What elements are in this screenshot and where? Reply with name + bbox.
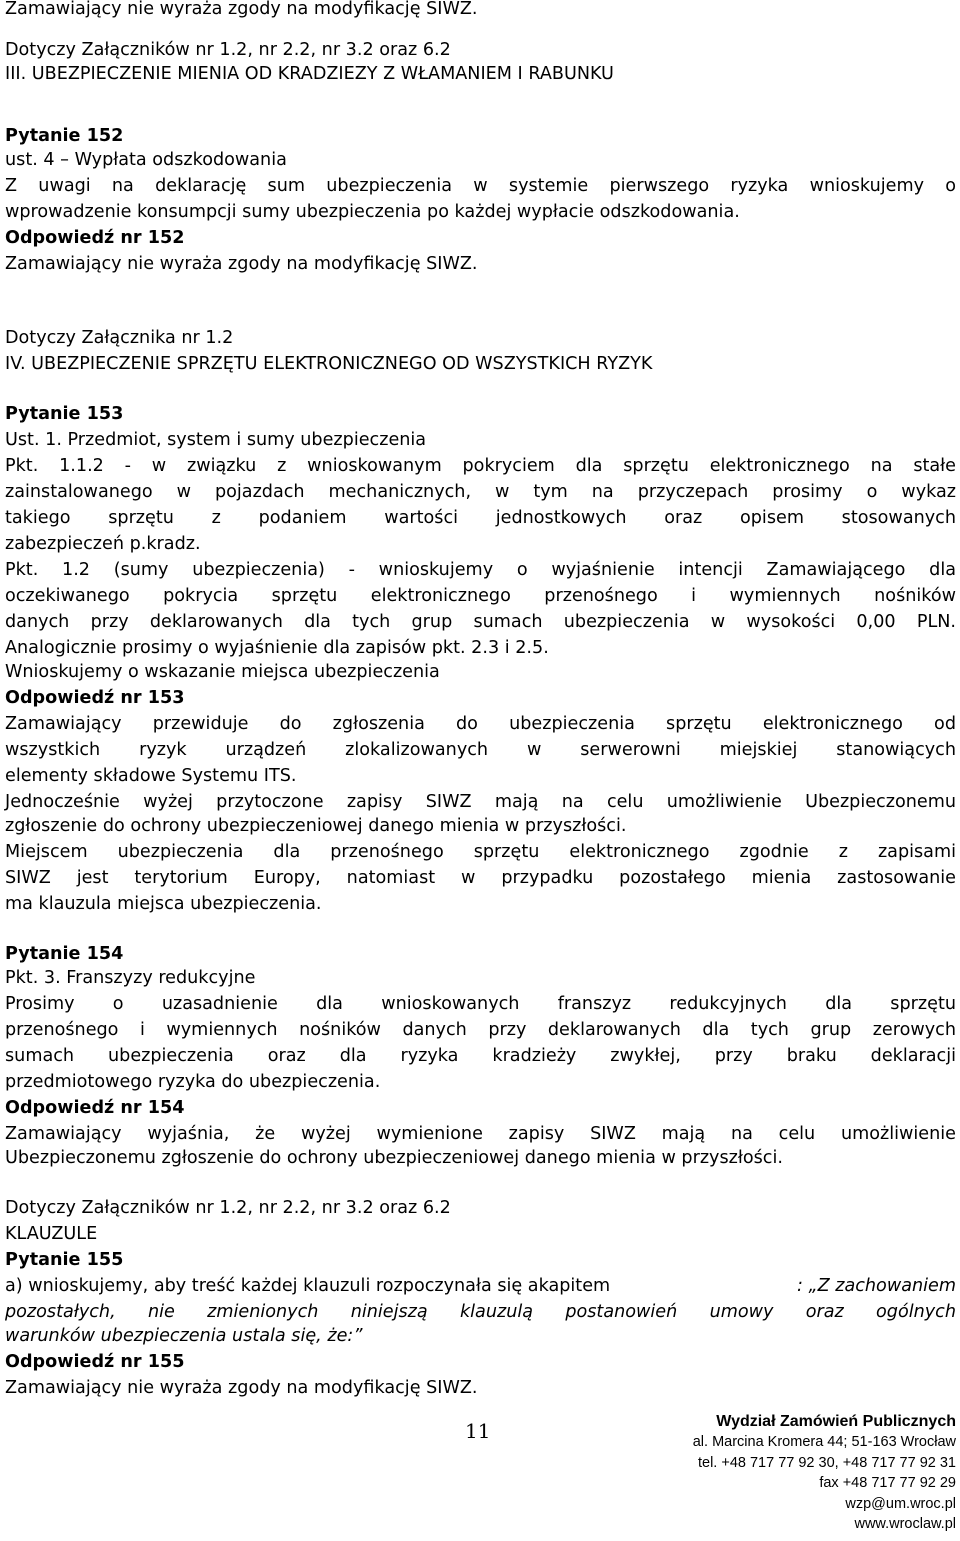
- answer-heading: Odpowiedź nr 153: [5, 688, 185, 708]
- section-heading: IV. UBEZPIECZENIE SPRZĘTU ELEKTRONICZNEGO OD WSZYSTKICH RYZYK: [5, 354, 653, 374]
- answer-text: Zamawiający nie wyraża zgody na modyfikację SIWZ.: [5, 1378, 478, 1398]
- question-quote: warunków ubezpieczenia ustala się, że:”: [5, 1326, 363, 1346]
- reference-line: Dotyczy Załączników nr 1.2, nr 2.2, nr 3.2 oraz 6.2: [5, 40, 451, 60]
- question-text: wprowadzenie konsumpcji sumy ubezpieczenia po każdej wypłacie odszkodowania.: [5, 202, 740, 222]
- question-text: takiego sprzętu z podaniem wartości jednostkowych oraz opisem stosowanych: [5, 508, 956, 528]
- question-text-line: [5, 1274, 956, 1298]
- question-text: Prosimy o uzasadnienie dla wnioskowanych franszyz redukcyjnych dla sprzętu: [5, 994, 956, 1014]
- answer-text: zgłoszenie do ochrony ubezpieczeniowej danego mienia w przyszłości.: [5, 816, 627, 836]
- question-text: danych przy deklarowanych dla tych grup sumach ubezpieczenia w wysokości 0,00 PLN.: [5, 612, 956, 632]
- question-subject: Pkt. 3. Franszyzy redukcyjne: [5, 968, 256, 988]
- answer-text: ma klauzula miejsca ubezpieczenia.: [5, 894, 322, 914]
- page-number: 11: [465, 1419, 491, 1443]
- answer-text: Ubezpieczonemu zgłoszenie do ochrony ubezpieczeniowej danego mienia w przyszłości.: [5, 1148, 783, 1168]
- office-name: Wydział Zamówień Publicznych: [716, 1413, 956, 1430]
- question-text: Wnioskujemy o wskazanie miejsca ubezpieczenia: [5, 662, 440, 682]
- question-text: przenośnego i wymiennych nośników danych przy deklarowanych dla tych grup zerowych: [5, 1020, 956, 1040]
- question-heading: Pytanie 153: [5, 404, 124, 424]
- question-subject: ust. 4 – Wypłata odszkodowania: [5, 150, 287, 170]
- section-heading: KLAUZULE: [5, 1224, 98, 1244]
- question-heading: Pytanie 152: [5, 126, 124, 146]
- answer-text: Zamawiający nie wyraża zgody na modyfikację SIWZ.: [5, 254, 478, 274]
- answer-text: Zamawiający wyjaśnia, że wyżej wymienione zapisy SIWZ mają na celu umożliwienie: [5, 1124, 956, 1144]
- answer-text: Miejscem ubezpieczenia dla przenośnego sprzętu elektronicznego zgodnie z zapisami: [5, 842, 956, 862]
- answer-text: Jednocześnie wyżej przytoczone zapisy SIWZ mają na celu umożliwienie Ubezpieczonemu: [5, 792, 956, 812]
- office-website: www.wroclaw.pl: [854, 1516, 956, 1533]
- office-phone: tel. +48 717 77 92 30, +48 717 77 92 31: [697, 1454, 956, 1471]
- question-heading: Pytanie 155: [5, 1250, 124, 1270]
- answer-text: Zamawiający przewiduje do zgłoszenia do ubezpieczenia sprzętu elektronicznego od: [5, 714, 956, 734]
- question-text: Z uwagi na deklarację sum ubezpieczenia w systemie pierwszego ryzyka wnioskujemy o: [5, 176, 956, 196]
- reference-line: Dotyczy Załączników nr 1.2, nr 2.2, nr 3.2 oraz 6.2: [5, 1198, 451, 1218]
- question-text: oczekiwanego pokrycia sprzętu elektronicznego przenośnego i wymiennych nośników: [5, 586, 956, 606]
- answer-text: wszystkich ryzyk urządzeń zlokalizowanych w serwerowni miejskiej stanowiących: [5, 740, 956, 760]
- question-text: Analogicznie prosimy o wyjaśnienie dla zapisów pkt. 2.3 i 2.5.: [5, 638, 549, 658]
- answer-text: Zamawiający nie wyraża zgody na modyfikację SIWZ.: [5, 0, 478, 19]
- reference-line: Dotyczy Załącznika nr 1.2: [5, 328, 234, 348]
- question-text: przedmiotowego ryzyka do ubezpieczenia.: [5, 1072, 381, 1092]
- office-fax: fax +48 717 77 92 29: [819, 1475, 956, 1492]
- office-address: al. Marcina Kromera 44; 51-163 Wrocław: [692, 1434, 956, 1451]
- section-heading: III. UBEZPIECZENIE MIENIA OD KRADZIEZY Z WŁAMANIEM I RABUNKU: [5, 64, 614, 84]
- question-quote: pozostałych, nie zmienionych niniejszą klauzulą postanowień umowy oraz ogólnych: [5, 1302, 956, 1322]
- office-email: wzp@um.wroc.pl: [845, 1495, 956, 1512]
- question-text: Pkt. 1.2 (sumy ubezpieczenia) - wnioskujemy o wyjaśnienie intencji Zamawiającego dla: [5, 560, 956, 580]
- question-text: sumach ubezpieczenia oraz dla ryzyka kradzieży zwykłej, przy braku deklaracji: [5, 1046, 956, 1066]
- question-text: a) wnioskujemy, aby treść każdej klauzuli rozpoczynała się akapitem: [5, 1276, 611, 1296]
- answer-heading: Odpowiedź nr 154: [5, 1098, 185, 1118]
- answer-heading: Odpowiedź nr 152: [5, 228, 185, 248]
- question-quote: : „Z zachowaniem: [796, 1276, 956, 1296]
- question-text: zabezpieczeń p.kradz.: [5, 534, 201, 554]
- question-text: Pkt. 1.1.2 - w związku z wnioskowanym pokryciem dla sprzętu elektronicznego na stałe: [5, 456, 956, 476]
- answer-text: SIWZ jest terytorium Europy, natomiast w przypadku pozostałego mienia zastosowanie: [5, 868, 956, 888]
- answer-text: elementy składowe Systemu ITS.: [5, 766, 297, 786]
- answer-heading: Odpowiedź nr 155: [5, 1352, 185, 1372]
- office-contact-block: [693, 1412, 956, 1534]
- question-heading: Pytanie 154: [5, 944, 124, 964]
- question-text: zainstalowanego w pojazdach mechanicznych, w tym na przyczepach prosimy o wykaz: [5, 482, 956, 502]
- question-subject: Ust. 1. Przedmiot, system i sumy ubezpieczenia: [5, 430, 427, 450]
